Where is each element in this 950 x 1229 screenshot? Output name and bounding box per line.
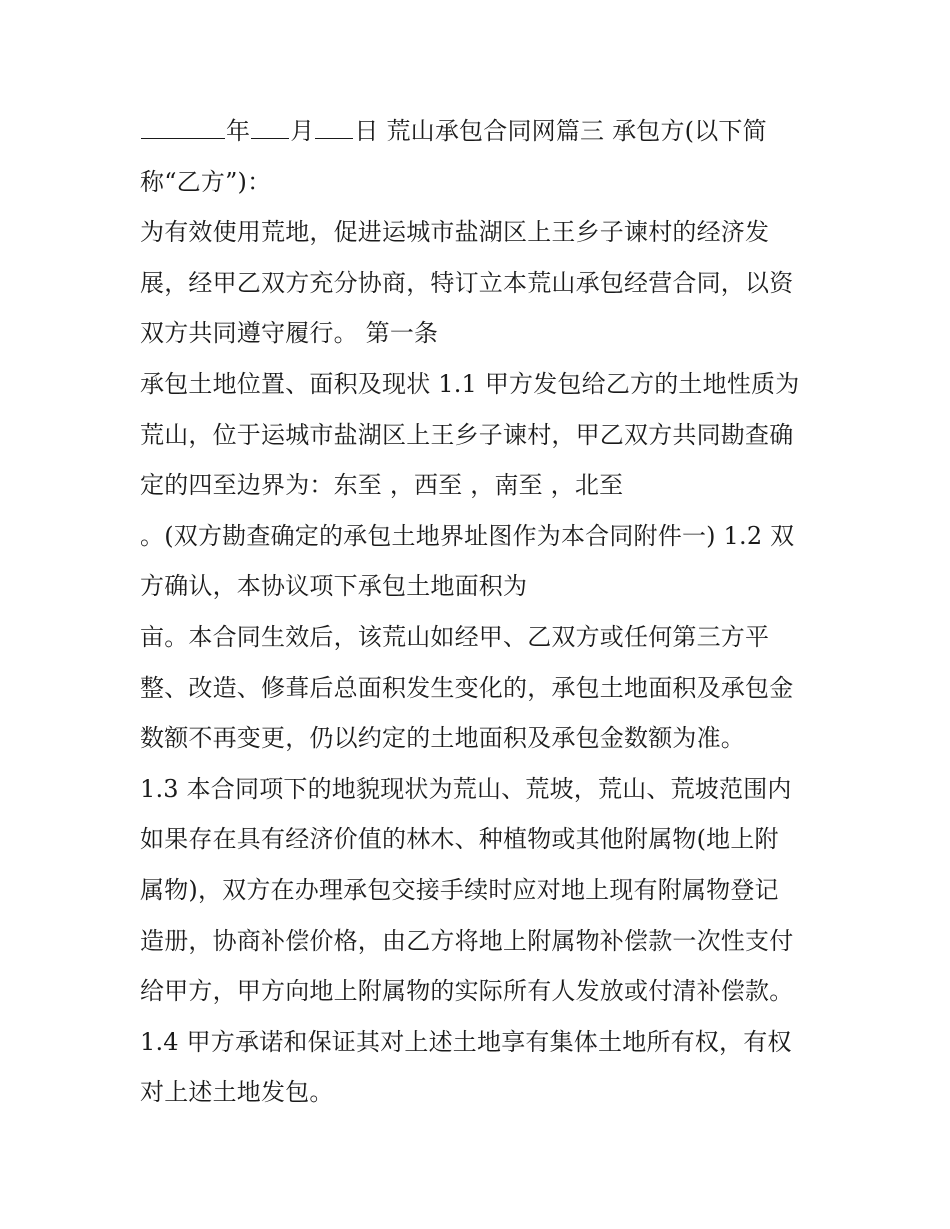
text-line: 如果存在具有经济价值的林木、种植物或其他附属物(地上附 [140, 825, 779, 854]
title-text: 荒山承包合同网篇三 承包方(以下简 [378, 117, 767, 145]
date-title-line [140, 112, 830, 163]
day-blank [315, 112, 353, 139]
text-line: 荒山，位于运城市盐湖区上王乡子谏村，甲乙双方共同勘查确 [140, 420, 794, 449]
text-line: 数额不再变更，仍以约定的土地面积及承包金数额为准。 [140, 724, 745, 753]
year-blank [141, 112, 225, 139]
text-line: 亩。本合同生效后，该荒山如经甲、乙双方或任何第三方平 [140, 622, 770, 651]
text-line: 为有效使用荒地，促进运城市盐湖区上王乡子谏村的经济发 [140, 218, 770, 247]
text-line: 称“乙方”)： [140, 167, 272, 196]
text-line: 。(双方勘查确定的承包土地界址图作为本合同附件一) 1.2 双 [140, 521, 795, 550]
year-label: 年 [226, 117, 251, 145]
text-line: 给甲方，甲方向地上附属物的实际所有人发放或付清补偿款。 [140, 977, 794, 1006]
text-line: 1.4 甲方承诺和保证其对上述土地享有集体土地所有权，有权 [140, 1027, 792, 1056]
text-line: 造册，协商补偿价格，由乙方将地上附属物补偿款一次性支付 [140, 926, 794, 955]
text-line: 承包土地位置、面积及现状 1.1 甲方发包给乙方的土地性质为 [140, 369, 800, 398]
text-line: 定的四至边界为：东至 ，西至 ，南至 ，北至 [140, 471, 624, 500]
text-line: 整、改造、修葺后总面积发生变化的，承包土地面积及承包金 [140, 673, 794, 702]
document-body [140, 112, 830, 1124]
text-line: 1.3 本合同项下的地貌现状为荒山、荒坡，荒山、荒坡范围内 [140, 774, 792, 803]
text-line: 属物)，双方在办理承包交接手续时应对地上现有附属物登记 [140, 875, 779, 904]
text-line: 方确认，本协议项下承包土地面积为 [140, 572, 528, 601]
text-line: 展，经甲乙双方充分协商，特订立本荒山承包经营合同，以资 [140, 268, 794, 297]
month-label: 月 [290, 117, 315, 145]
day-label: 日 [354, 117, 379, 145]
text-line: 双方共同遵守履行。 第一条 [140, 319, 439, 348]
text-line: 对上述土地发包。 [140, 1078, 334, 1107]
month-blank [251, 112, 289, 139]
